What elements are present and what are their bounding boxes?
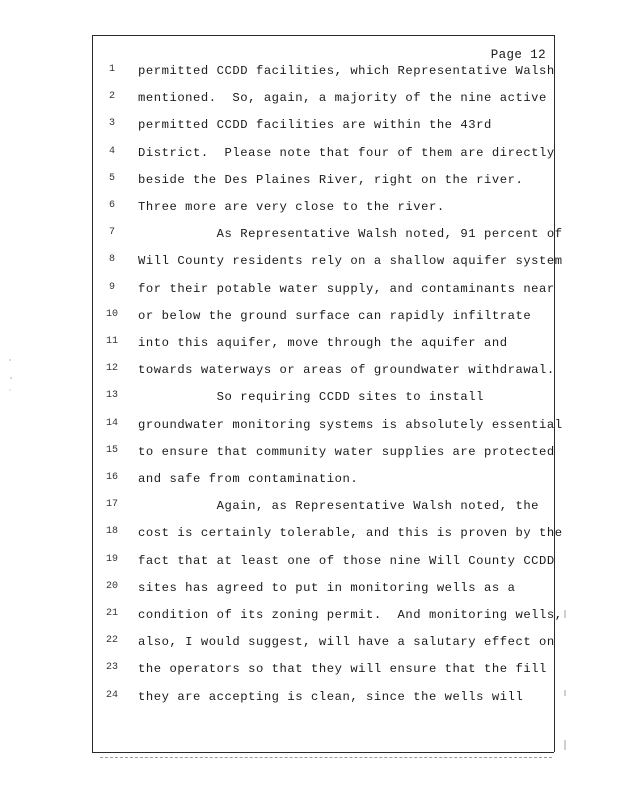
line-number: 8 xyxy=(108,254,115,266)
scan-specks xyxy=(8,350,14,400)
line-text: fact that at least one of those nine Will County CCDD xyxy=(138,553,555,568)
line-text: Will County residents rely on a shallow aquifer system xyxy=(138,254,563,269)
line-number: 23 xyxy=(105,662,118,674)
transcript-line xyxy=(100,662,552,680)
transcript-line xyxy=(100,635,555,653)
transcript-line xyxy=(100,417,563,436)
transcript-line xyxy=(100,526,563,544)
line-text: Three more are very close to the river. xyxy=(138,200,445,214)
transcript-line xyxy=(100,64,555,82)
line-number: 11 xyxy=(105,336,118,347)
line-text: for their potable water supply, and contaminants near xyxy=(138,281,555,296)
line-text: towards waterways or areas of groundwater withdrawal. xyxy=(138,363,555,378)
line-number: 7 xyxy=(108,227,115,239)
line-text: to ensure that community water supplies are protected xyxy=(138,444,555,459)
line-number: 5 xyxy=(108,172,115,184)
line-number: 22 xyxy=(105,635,118,647)
line-number: 14 xyxy=(105,417,118,429)
line-text: sites has agreed to put in monitoring wells as a xyxy=(138,580,516,595)
line-text: they are accepting is clean, since the wells will xyxy=(138,689,524,704)
line-text: groundwater monitoring systems is absolutely essential xyxy=(138,417,563,432)
line-number: 9 xyxy=(108,281,115,293)
line-number: 6 xyxy=(108,200,115,211)
page-border-left xyxy=(92,35,93,752)
transcript-line xyxy=(100,336,552,354)
line-number: 12 xyxy=(105,363,118,375)
line-text: So requiring CCDD sites to install xyxy=(138,390,485,405)
scan-edge-marks xyxy=(563,600,567,760)
line-text: or below the ground surface can rapidly infiltrate xyxy=(138,308,532,323)
line-number: 20 xyxy=(105,580,118,592)
line-text: and safe from contamination. xyxy=(138,472,359,486)
line-text: also, I would suggest, will have a salutary effect on xyxy=(138,635,555,650)
line-text: cost is certainly tolerable, and this is proven by the xyxy=(138,526,563,541)
line-number: 16 xyxy=(105,472,118,483)
transcript-line xyxy=(100,390,552,408)
line-text: Again, as Representative Walsh noted, the xyxy=(138,499,540,514)
line-number: 3 xyxy=(108,118,115,130)
line-text: District. Please note that four of them are directly xyxy=(138,145,555,160)
transcript-line xyxy=(100,227,563,245)
line-text: permitted CCDD facilities, which Representative Walsh xyxy=(138,64,555,78)
transcript-line xyxy=(100,281,555,300)
line-text: condition of its zoning permit. And monitoring wells, xyxy=(138,608,563,622)
line-text: beside the Des Plaines River, right on the river. xyxy=(138,172,524,187)
transcript-line xyxy=(100,472,552,490)
line-text: permitted CCDD facilities are within the 43rd xyxy=(138,118,492,133)
transcript-line xyxy=(100,363,555,381)
page-number: Page 12 xyxy=(490,48,546,62)
transcript-line xyxy=(100,200,552,218)
line-text: the operators so that they will ensure that the fill xyxy=(138,662,547,677)
transcript-line xyxy=(100,690,552,708)
line-number: 1 xyxy=(108,64,115,75)
transcript-line xyxy=(100,581,552,599)
transcript-line xyxy=(100,553,555,572)
transcript-line xyxy=(100,499,552,517)
page-border-bottom xyxy=(92,752,554,753)
line-text: into this aquifer, move through the aquifer and xyxy=(138,336,508,350)
line-number: 21 xyxy=(105,608,118,619)
transcript-line xyxy=(100,309,552,327)
line-number: 4 xyxy=(108,145,115,157)
transcript-line xyxy=(100,118,552,136)
transcript-line xyxy=(100,91,552,109)
line-number: 19 xyxy=(105,553,118,565)
line-text: mentioned. So, again, a majority of the nine active xyxy=(138,91,547,106)
page-border-top xyxy=(92,35,554,36)
line-number: 15 xyxy=(105,444,118,456)
line-number: 13 xyxy=(105,390,118,402)
line-text: As Representative Walsh noted, 91 percent of xyxy=(138,227,563,242)
transcript-line xyxy=(100,608,563,626)
transcript-line xyxy=(100,173,552,191)
line-number: 2 xyxy=(108,91,115,103)
scan-artifact xyxy=(100,757,552,762)
line-number: 10 xyxy=(105,308,118,320)
line-number: 18 xyxy=(105,526,118,538)
line-number: 24 xyxy=(105,689,118,701)
transcript-line xyxy=(100,254,563,272)
line-number: 17 xyxy=(105,499,118,511)
transcript-line xyxy=(100,444,555,463)
transcript-line xyxy=(100,145,555,164)
